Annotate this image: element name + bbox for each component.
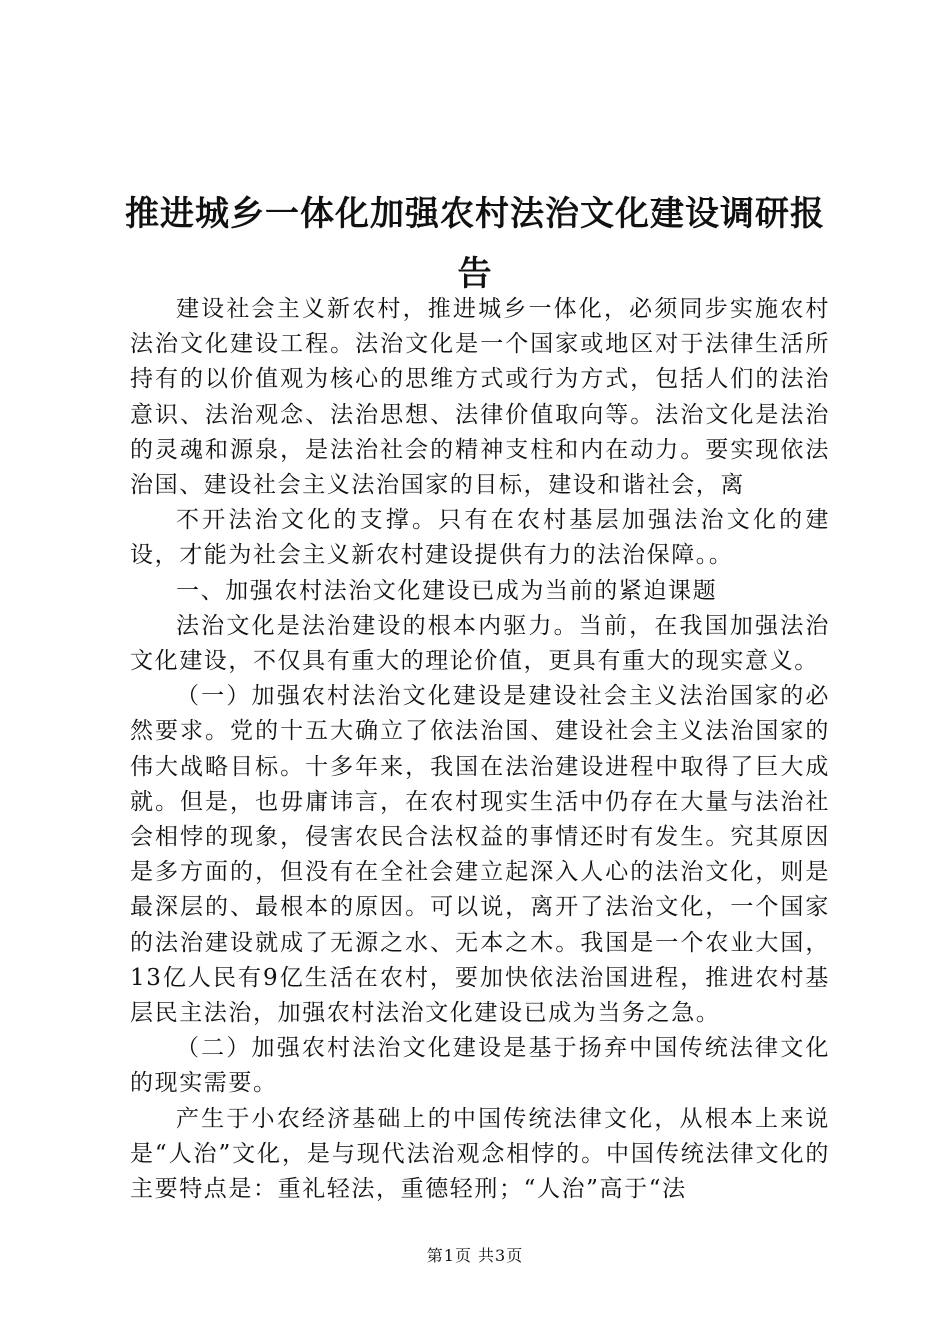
- paragraph: 法治文化是法治建设的根本内驱力。当前，在我国加强法治文化建设，不仅具有重大的理论价值，更具有重大的现实意义。: [130, 612, 830, 675]
- subsection-heading: （二）加强农村法治文化建设是基于扬弃中国传统法律文化的现实需要。: [130, 1035, 830, 1097]
- page-footer: 第1页 共3页: [426, 1246, 524, 1265]
- paragraph: 产生于小农经济基础上的中国传统法律文化，从根本上来说是“人治”文化，是与现代法治观念相悖的。中国传统法律文化的主要特点是：重礼轻法，重德轻刑；“人治”高于“法: [130, 1105, 830, 1203]
- paragraph: 不开法治文化的支撑。只有在农村基层加强法治文化的建设，才能为社会主义新农村建设提供有力的法治保障。。: [130, 507, 830, 569]
- paragraph: （一）加强农村法治文化建设是建设社会主义法治国家的必然要求。党的十五大确立了依法治国、建设社会主义法治国家的伟大战略目标。十多年来，我国在法治建设进程中取得了巨大成就。但是，也毋庸讳言，在农村现实生活中仍存在大量与法治社会相悖的现象，侵害农民合法权益的事情还时有发生。究其原因是多方面的，但没有在全社会建立起深入人心的法治文化，则是最深层的、最根本的原因。可以说，离开了法治文化，一个国家的法治建设就成了无源之水、无本之木。我国是一个农业大国，13亿人民有9亿生活在农村，要加快依法治国进程，推进农村基层民主法治，加强农村法治文化建设已成为当务之急。: [130, 683, 830, 1027]
- document-title: 推进城乡一体化加强农村法治文化建设调研报告: [125, 194, 825, 294]
- section-heading: 一、加强农村法治文化建设已成为当前的紧迫课题: [176, 577, 718, 604]
- paragraph: 建设社会主义新农村，推进城乡一体化，必须同步实施农村法治文化建设工程。法治文化是一个国家或地区对于法律生活所持有的以价值观为核心的思维方式或行为方式，包括人们的法治意识、法治观念、法治思想、法律价值取向等。法治文化是法治的灵魂和源泉，是法治社会的精神支柱和内在动力。要实现依法治国、建设社会主义法治国家的目标，建设和谐社会，离: [130, 296, 830, 499]
- document-body: [130, 292, 830, 1207]
